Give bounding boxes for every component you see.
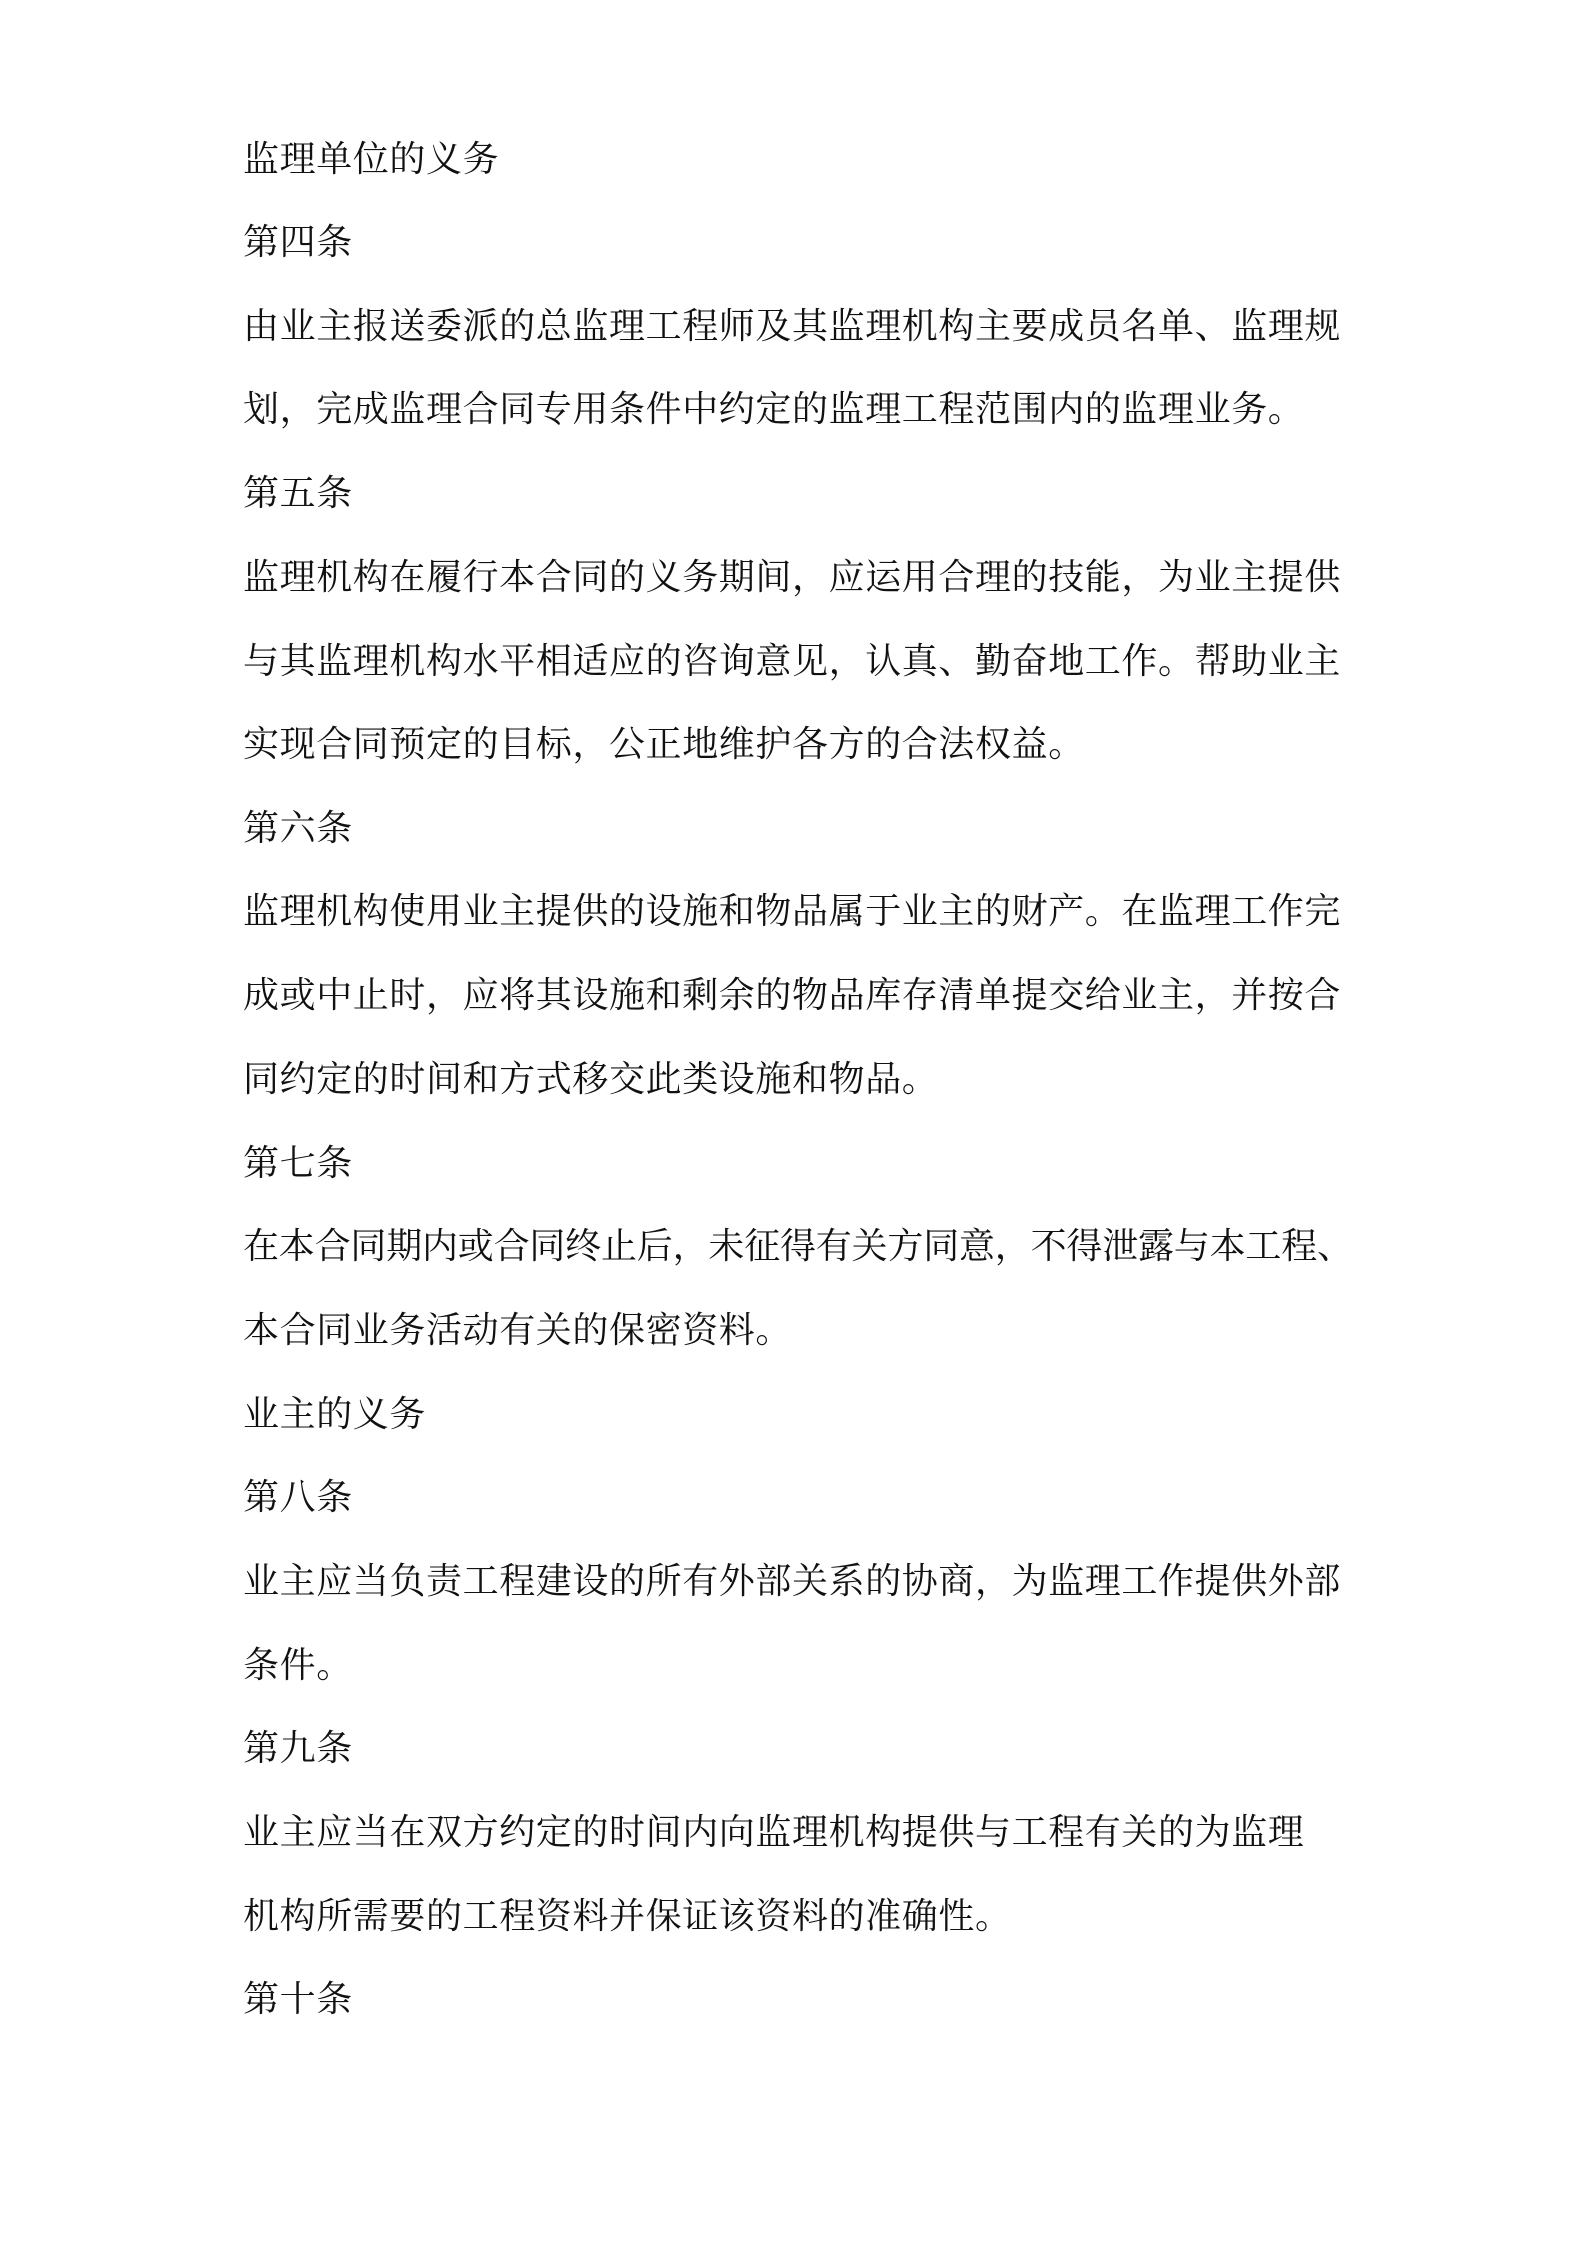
paragraph-line: 实现合同预定的目标，公正地维护各方的合法权益。 [243, 724, 1085, 765]
paragraph-line: 监理机构在履行本合同的义务期间，应运用合理的技能，为业主提供 [243, 557, 1342, 598]
section-heading: 监理单位的义务 [243, 139, 500, 180]
paragraph-line: 条件。 [243, 1645, 353, 1686]
paragraph-line: 在本合同期内或合同终止后，未征得有关方同意，不得泄露与本工程、 [243, 1226, 1353, 1267]
article-heading: 第六条 [243, 808, 353, 849]
paragraph-line: 业主应当负责工程建设的所有外部关系的协商，为监理工作提供外部 [243, 1561, 1342, 1602]
paragraph-line: 业主应当在双方约定的时间内向监理机构提供与工程有关的为监理 [243, 1812, 1305, 1853]
article-heading: 第五条 [243, 473, 353, 514]
article-heading: 第九条 [243, 1728, 353, 1769]
paragraph-line: 划，完成监理合同专用条件中约定的监理工程范围内的监理业务。 [243, 389, 1305, 430]
paragraph-line: 与其监理机构水平相适应的咨询意见，认真、勤奋地工作。帮助业主 [243, 641, 1342, 682]
article-heading: 第七条 [243, 1143, 353, 1184]
article-heading: 第四条 [243, 222, 353, 263]
article-heading: 第八条 [243, 1477, 353, 1518]
paragraph-line: 机构所需要的工程资料并保证该资料的准确性。 [243, 1896, 1012, 1937]
paragraph-line: 本合同业务活动有关的保密资料。 [243, 1310, 793, 1351]
document-page [243, 0, 1358, 2244]
article-heading: 第十条 [243, 1979, 353, 2020]
paragraph-line: 监理机构使用业主提供的设施和物品属于业主的财产。在监理工作完 [243, 891, 1342, 932]
paragraph-line: 同约定的时间和方式移交此类设施和物品。 [243, 1059, 939, 1100]
paragraph-line: 成或中止时，应将其设施和剩余的物品库存清单提交给业主，并按合 [243, 975, 1342, 1016]
paragraph-line: 由业主报送委派的总监理工程师及其监理机构主要成员名单、监理规 [243, 306, 1342, 347]
section-heading: 业主的义务 [243, 1394, 427, 1435]
